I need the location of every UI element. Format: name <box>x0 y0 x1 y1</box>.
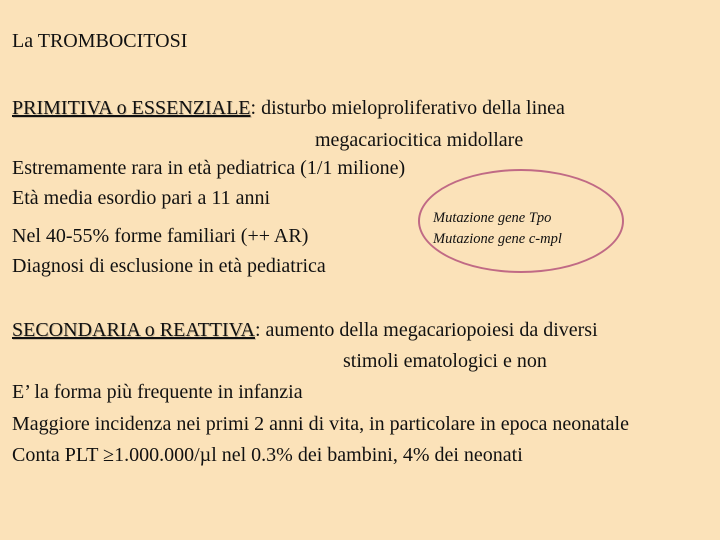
primitiva-item: Nel 40-55% forme familiari (++ AR) <box>12 225 309 247</box>
secondaria-item: Maggiore incidenza nei primi 2 anni di vita, in particolare in epoca neonatale <box>12 413 629 435</box>
secondaria-description-cont: stimoli ematologici e non <box>343 350 547 372</box>
primitiva-description-cont: megacariocitica midollare <box>315 129 524 151</box>
secondaria-label: SECONDARIA o REATTIVA <box>12 319 255 341</box>
primitiva-item: Estremamente rara in età pediatrica (1/1 milione) <box>12 157 406 179</box>
primitiva-label: PRIMITIVA o ESSENZIALE <box>12 97 251 119</box>
slide-title: La TROMBOCITOSI <box>12 30 188 52</box>
primitiva-heading <box>12 96 565 120</box>
secondaria-description: : aumento della megacariopoiesi da diversi <box>254 319 598 341</box>
callout-line: Mutazione gene Tpo <box>433 210 552 226</box>
primitiva-item: Età media esordio pari a 11 anni <box>12 187 271 209</box>
callout-line: Mutazione gene c-mpl <box>433 231 562 247</box>
secondaria-heading <box>12 318 598 342</box>
primitiva-description: : disturbo mieloproliferativo della linea <box>250 97 565 119</box>
secondaria-item: E’ la forma più frequente in infanzia <box>12 381 303 403</box>
secondaria-item: Conta PLT ≥1.000.000/µl nel 0.3% dei bambini, 4% dei neonati <box>12 444 523 466</box>
primitiva-item: Diagnosi di esclusione in età pediatrica <box>12 255 326 277</box>
